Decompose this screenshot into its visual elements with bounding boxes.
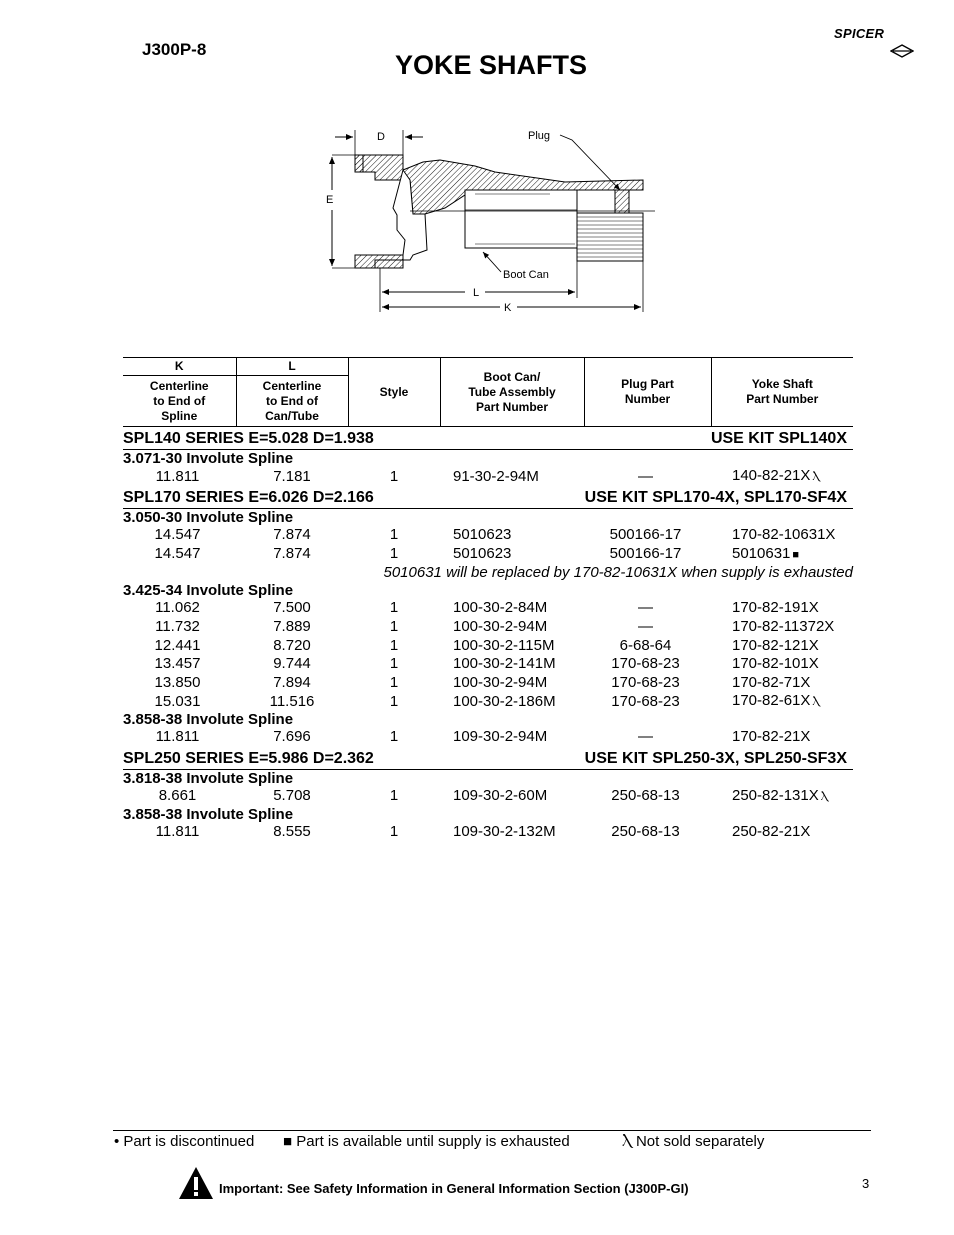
table-row: [123, 618, 853, 637]
series-header-row: [123, 747, 853, 770]
cell-l: 11.516: [269, 692, 315, 710]
spline-group-row: [123, 769, 853, 787]
table-row: [123, 599, 853, 618]
cell-yoke-shaft: [711, 823, 853, 842]
cell-boot-can: 91-30-2-94M: [453, 467, 539, 485]
cell-yoke-shaft: [711, 467, 853, 486]
cell-yoke-shaft: [711, 618, 853, 637]
spline-group-row: [123, 509, 853, 527]
cell-yoke-shaft: [711, 526, 853, 545]
document-code: J300P-8: [142, 40, 207, 59]
cell-boot-can: 100-30-2-141M: [453, 655, 556, 673]
col-header-boot-can: Boot Can/ Tube Assembly Part Number: [440, 358, 584, 427]
legend-until-exhausted: ■ Part is available until supply is exhausted: [283, 1133, 570, 1150]
cell-l: 8.555: [273, 823, 311, 841]
cell-l: 7.874: [273, 526, 311, 544]
yoke-shaft-diagram: [315, 120, 660, 320]
cell-k: 11.811: [155, 467, 200, 485]
yoke-part-number: 170-82-21X: [732, 728, 811, 746]
kit-label: USE KIT SPL140X: [440, 427, 853, 450]
cell-yoke-shaft: [711, 787, 853, 806]
spline-label: 3.050-30 Involute Spline: [123, 509, 294, 526]
table-row: [123, 674, 853, 693]
cell-k: 13.457: [154, 655, 201, 673]
cell-l: 7.500: [273, 599, 311, 617]
dim-label-d: D: [377, 131, 385, 143]
cell-style: 1: [389, 787, 399, 805]
cell-style: 1: [389, 728, 399, 746]
callout-plug: Plug: [528, 130, 551, 142]
series-header-row: [123, 486, 853, 509]
kit-label: USE KIT SPL170-4X, SPL170-SF4X: [440, 486, 853, 509]
brand-wordmark: SPICER: [834, 26, 885, 41]
yoke-part-number: 5010631: [732, 544, 791, 562]
legend-not-sold-separately: Ⲗ Not sold separately: [622, 1133, 765, 1150]
cell-l: 5.708: [273, 787, 311, 805]
col-header-style: Style: [348, 358, 440, 427]
cell-plug: 170-68-23: [611, 655, 680, 673]
table-row: [123, 636, 853, 655]
page-title: YOKE SHAFTS: [394, 50, 588, 80]
cell-plug: —: [638, 467, 653, 485]
cell-plug: —: [638, 599, 653, 617]
series-header-row: [123, 427, 853, 450]
dim-label-k: K: [504, 302, 512, 314]
spline-label: 3.071-30 Involute Spline: [123, 450, 294, 467]
cell-boot-can: 109-30-2-94M: [453, 728, 548, 746]
col-header-k-desc: Centerline to End of Spline: [123, 376, 236, 427]
cell-plug: 170-68-23: [611, 673, 680, 691]
cell-yoke-shaft: [711, 655, 853, 674]
dim-label-e: E: [326, 194, 334, 206]
yoke-part-number: 170-82-10631X: [732, 526, 836, 544]
cell-k: 12.441: [154, 636, 201, 654]
cell-boot-can: 100-30-2-94M: [453, 673, 548, 691]
cell-k: 15.031: [154, 692, 201, 710]
cell-boot-can: 109-30-2-132M: [453, 823, 556, 841]
yoke-part-number: 170-82-121X: [732, 636, 819, 654]
cell-l: 7.874: [273, 545, 311, 563]
cell-yoke-shaft: [711, 599, 853, 618]
cell-style: 1: [389, 545, 399, 563]
spline-group-row: [123, 711, 853, 728]
spline-label: 3.818-38 Involute Spline: [123, 769, 294, 787]
table-row: [123, 526, 853, 545]
series-title: SPL250 SERIES E=5.986 D=2.362: [123, 747, 440, 770]
table-row: [123, 545, 853, 564]
series-title: SPL170 SERIES E=6.026 D=2.166: [123, 486, 440, 509]
cell-yoke-shaft: [711, 692, 853, 711]
cell-style: 1: [389, 655, 399, 673]
spline-group-row: [123, 582, 853, 599]
cell-k: 11.811: [155, 728, 200, 746]
cell-style: 1: [389, 692, 399, 710]
cell-plug: 500166-17: [609, 545, 682, 563]
cell-boot-can: 5010623: [453, 545, 512, 563]
cell-style: 1: [389, 636, 399, 654]
cell-plug: —: [638, 618, 653, 636]
cell-boot-can: 100-30-2-94M: [453, 618, 548, 636]
status-mark: ■: [792, 548, 800, 561]
yoke-part-number: 170-82-61X: [732, 692, 811, 710]
cell-k: 8.661: [158, 787, 197, 805]
table-row: [123, 655, 853, 674]
table-row: [123, 787, 853, 806]
warning-icon: [178, 1166, 214, 1200]
spicer-logo: [834, 26, 914, 62]
cell-k: 14.547: [154, 526, 201, 544]
cell-boot-can: 100-30-2-186M: [453, 692, 556, 710]
yoke-part-number: 140-82-21X: [732, 467, 811, 484]
spline-label: 3.425-34 Involute Spline: [123, 582, 294, 600]
cell-l: 7.181: [273, 467, 311, 485]
yoke-part-number: 250-82-21X: [732, 823, 811, 841]
cell-style: 1: [389, 823, 399, 841]
col-header-l-desc: Centerline to End of Can/Tube: [236, 376, 348, 427]
col-header-plug: Plug Part Number: [584, 358, 711, 427]
cell-l: 9.744: [273, 655, 311, 673]
legend-divider: [113, 1130, 871, 1131]
cell-style: 1: [389, 673, 399, 691]
spline-label: 3.858-38 Involute Spline: [123, 711, 294, 729]
cell-plug: 500166-17: [609, 526, 682, 544]
dana-diamond-icon: [890, 44, 914, 58]
col-header-k: K: [123, 358, 236, 376]
note-row: [123, 564, 853, 583]
cell-boot-can: 100-30-2-115M: [453, 636, 555, 654]
status-mark: Ⲗ: [812, 471, 820, 483]
cell-k: 11.811: [155, 823, 200, 841]
legend-discontinued: • Part is discontinued: [114, 1133, 255, 1150]
yoke-part-number: 170-82-11372X: [732, 618, 835, 636]
cell-boot-can: 5010623: [453, 526, 512, 544]
cell-style: 1: [389, 599, 399, 617]
cell-yoke-shaft: [711, 728, 853, 747]
cell-style: 1: [389, 467, 399, 485]
cell-l: 7.696: [273, 728, 311, 746]
yoke-part-number: 170-82-191X: [732, 599, 819, 617]
dim-label-l: L: [473, 287, 480, 299]
parts-table-body: [123, 427, 853, 842]
cell-plug: 250-68-13: [611, 787, 680, 805]
cell-plug: 170-68-23: [611, 692, 680, 710]
series-title: SPL140 SERIES E=5.028 D=1.938: [123, 427, 440, 450]
table-row: [123, 467, 853, 486]
cell-k: 13.850: [154, 673, 201, 691]
page-number: 3: [862, 1176, 870, 1191]
cell-l: 7.894: [273, 673, 311, 691]
cell-style: 1: [389, 618, 399, 636]
cell-k: 11.062: [155, 599, 200, 617]
kit-label: USE KIT SPL250-3X, SPL250-SF3X: [440, 747, 853, 770]
cell-k: 14.547: [154, 545, 201, 563]
cell-l: 8.720: [273, 636, 311, 654]
col-header-l: L: [236, 358, 348, 376]
yoke-part-number: 170-82-101X: [732, 655, 819, 673]
cell-plug: 250-68-13: [611, 823, 680, 841]
cell-l: 7.889: [273, 618, 311, 636]
table-row: [123, 823, 853, 842]
spline-group-row: [123, 450, 853, 468]
spline-label: 3.858-38 Involute Spline: [123, 805, 294, 823]
yoke-part-number: 250-82-131X: [732, 786, 819, 804]
replacement-note: 5010631 will be replaced by 170-82-10631X when supply is exhausted: [383, 563, 853, 581]
parts-table: [123, 357, 853, 841]
safety-notice: Important: See Safety Information in General Information Section (J300P-GI): [219, 1181, 689, 1196]
col-header-yoke-shaft: Yoke Shaft Part Number: [711, 358, 853, 427]
cell-boot-can: 109-30-2-60M: [453, 787, 548, 805]
cell-yoke-shaft: [711, 674, 853, 693]
cell-plug: —: [638, 728, 653, 746]
table-row: [123, 692, 853, 711]
cell-yoke-shaft: [711, 636, 853, 655]
cell-yoke-shaft: [711, 545, 853, 564]
table-row: [123, 728, 853, 747]
cell-plug: 6-68-64: [619, 636, 672, 654]
cell-style: 1: [389, 526, 399, 544]
callout-boot-can: Boot Can: [503, 269, 549, 281]
spline-group-row: [123, 806, 853, 823]
status-mark: Ⲗ: [812, 696, 820, 709]
status-mark: Ⲗ: [820, 790, 828, 803]
cell-boot-can: 100-30-2-84M: [453, 599, 548, 617]
yoke-part-number: 170-82-71X: [732, 673, 811, 691]
cell-k: 11.732: [155, 618, 200, 636]
